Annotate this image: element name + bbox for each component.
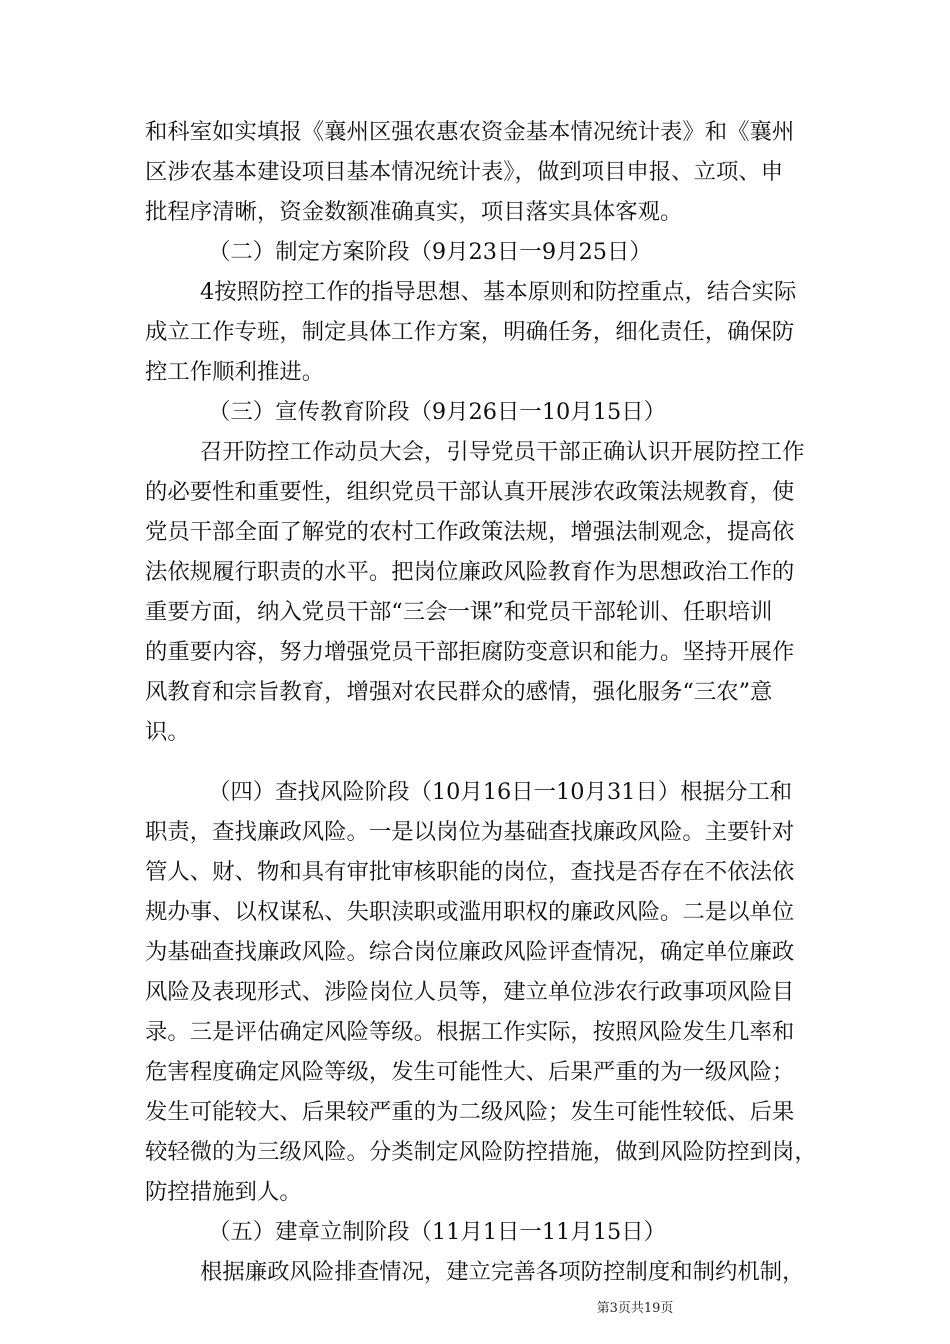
text-line: 的重要内容，努力增强党员干部拒腐防变意识和能力。坚持开展作: [145, 639, 795, 665]
text-line: 规办事、以权谋私、失职渎职或滥用职权的廉政风险。二是以单位: [145, 899, 795, 925]
page-number: 第3页共19页: [596, 1301, 674, 1316]
text-line: 为基础查找廉政风险。综合岗位廉政风险评查情况，确定单位廉政: [145, 939, 795, 965]
text-line: 职责，查找廉政风险。一是以岗位为基础查找廉政风险。主要针对: [145, 819, 795, 845]
text-line: 党员干部全面了解党的农村工作政策法规，增强法制观念，提高依: [145, 519, 795, 545]
section-heading-5: （五）建章立制阶段（11月1日一11月15日）: [208, 1219, 666, 1245]
text-line: 批程序清晰，资金数额准确真实，项目落实具体客观。: [145, 199, 683, 225]
text-line: 的必要性和重要性，组织党员干部认真开展涉农政策法规教育，使: [145, 479, 795, 505]
text-line: 4按照防控工作的指导思想、基本原则和防控重点，结合实际: [200, 279, 797, 305]
text-line: 区涉农基本建设项目基本情况统计表》，做到项目申报、立项、申: [145, 159, 784, 185]
text-line: 成立工作专班，制定具体工作方案，明确任务，细化责任，确保防: [145, 319, 795, 345]
text-line: 防控措施到人。: [145, 1179, 302, 1205]
text-line: 发生可能较大、后果较严重的为二级风险；发生可能性较低、后果: [145, 1099, 795, 1125]
text-line: 识。: [145, 719, 190, 745]
section-heading-3: （三）宣传教育阶段（9月26日一10月15日）: [208, 399, 666, 425]
text-line: 控工作顺利推进。: [145, 359, 325, 385]
text-line: 风教育和宗旨教育，增强对农民群众的感情，强化服务“三农”意: [145, 679, 773, 705]
section-heading-4: （四）查找风险阶段（10月16日一10月31日）根据分工和: [208, 779, 793, 805]
text-line: 较轻微的为三级风险。分类制定风险防控措施，做到风险防控到岗，: [145, 1139, 817, 1165]
text-line: 管人、财、物和具有审批审核职能的岗位，查找是否存在不依法依: [145, 859, 795, 885]
text-line: 重要方面，纳入党员干部“三会一课”和党员干部轮训、任职培训: [145, 599, 773, 625]
text-line: 危害程度确定风险等级，发生可能性大、后果严重的为一级风险；: [145, 1059, 795, 1085]
text-line: 录。三是评估确定风险等级。根据工作实际，按照风险发生几率和: [145, 1019, 795, 1045]
text-line: 法依规履行职责的水平。把岗位廉政风险教育作为思想政治工作的: [145, 559, 795, 585]
text-line: 和科室如实填报《襄州区强农惠农资金基本情况统计表》和《襄州: [145, 119, 795, 145]
section-heading-2: （二）制定方案阶段（9月23日一9月25日）: [208, 239, 652, 265]
text-line: 风险及表现形式、涉险岗位人员等，建立单位涉农行政事项风险目: [145, 979, 795, 1005]
text-line: 根据廉政风险排查情况，建立完善各项防控制度和制约机制，: [200, 1259, 805, 1285]
text-line: 召开防控工作动员大会，引导党员干部正确认识开展防控工作: [200, 439, 805, 465]
